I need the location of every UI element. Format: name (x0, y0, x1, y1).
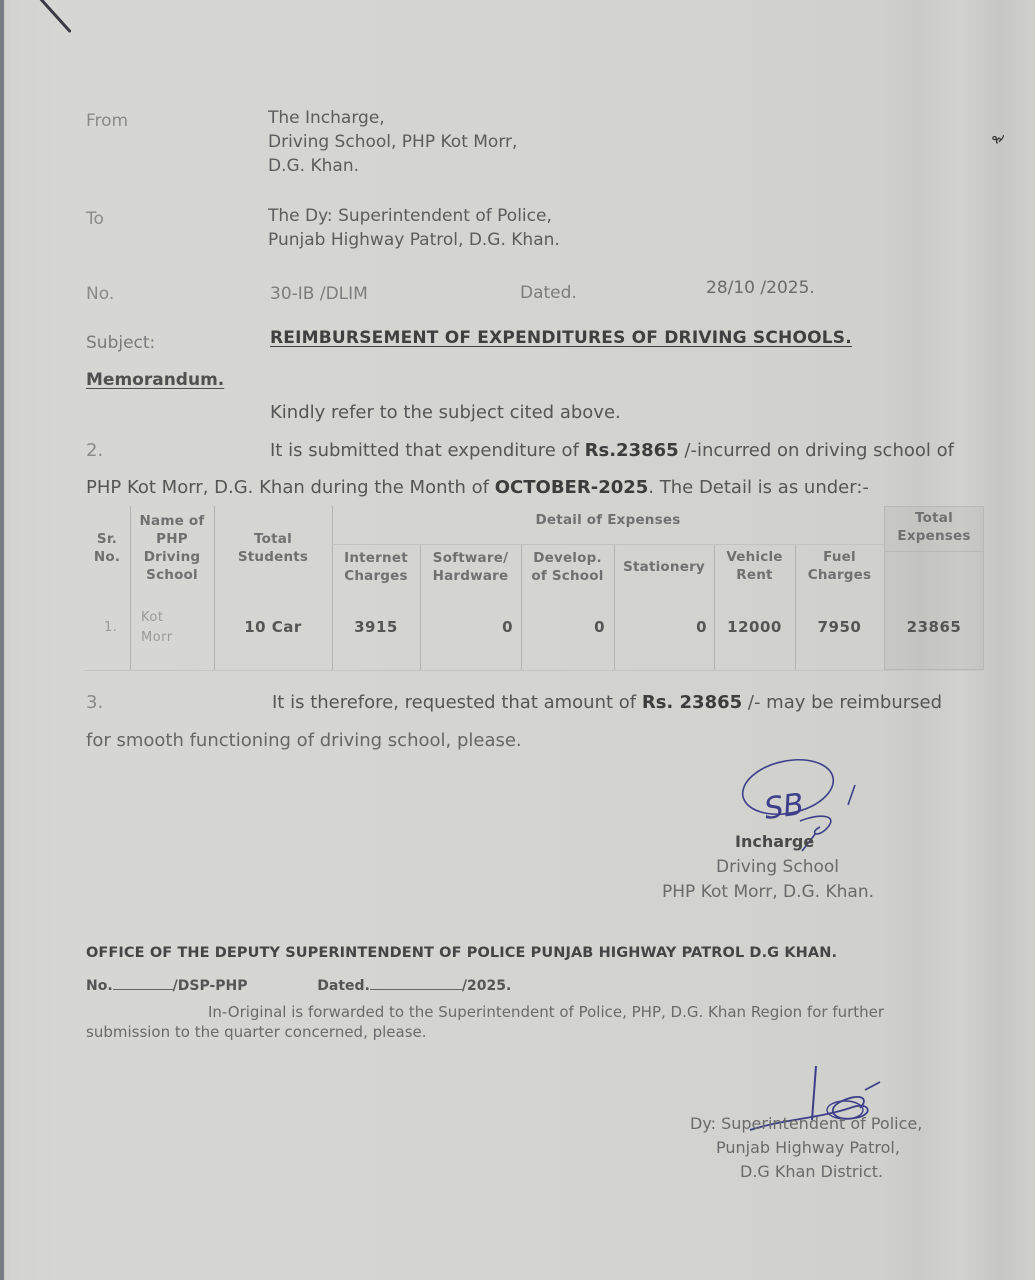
dsp-signatory-line: D.G Khan District. (740, 1162, 884, 1181)
to-line: The Dy: Superintendent of Police, (268, 206, 552, 226)
subject-label: Subject: (86, 333, 156, 353)
header-detail-of-expenses: Detail of Expenses (535, 512, 681, 528)
initials-text: SB (762, 786, 807, 828)
header-text: Name of (139, 513, 205, 529)
cell-total-expenses: 23865 (906, 618, 962, 636)
header-school-name (130, 512, 214, 584)
amount-text: Rs.23865 (584, 440, 679, 461)
text: . The Detail is as under:- (648, 477, 869, 498)
stray-ink-mark: ঀ৵ (991, 131, 1003, 148)
endorsement-number-line (86, 978, 511, 994)
expense-table (84, 506, 984, 670)
header-text: Software/ (432, 550, 509, 566)
header-internet-charges (332, 549, 420, 585)
header-text: Driving (143, 549, 201, 565)
paragraph-1: Kindly refer to the subject cited above. (270, 402, 621, 423)
header-text: Hardware (432, 568, 509, 584)
paragraph-3-number: 3. (86, 692, 104, 713)
text: /-incurred on driving school of (678, 440, 954, 461)
header-text: Fuel (823, 549, 856, 565)
text: It is submitted that expenditure of (270, 440, 585, 461)
header-text: School (146, 567, 198, 583)
header-text: Charges (344, 568, 408, 584)
letter-number: 30-IB /DLIM (270, 284, 368, 304)
text: It is therefore, requested that amount of (272, 692, 642, 713)
from-line: Driving School, PHP Kot Morr, (268, 132, 518, 152)
from-line: The Incharge, (268, 108, 385, 128)
cell-fuel-charges: 7950 (817, 618, 862, 636)
number-label: No. (86, 978, 113, 994)
blank-number-field (113, 989, 173, 990)
paragraph-2-line1 (270, 440, 954, 461)
endorsement-text-line2: submission to the quarter concerned, please. (86, 1023, 427, 1041)
paragraph-2-number: 2. (86, 440, 104, 461)
signatory-line: PHP Kot Morr, D.G. Khan. (662, 882, 875, 902)
header-text: Total (254, 531, 292, 547)
page-edge-shadow (0, 0, 4, 1280)
memorandum-heading: Memorandum. (86, 370, 225, 390)
header-text: PHP (156, 531, 188, 547)
header-software-hardware (420, 549, 521, 585)
text: /- may be reimbursed (742, 692, 943, 713)
from-address (268, 106, 517, 178)
header-text: Develop. (533, 550, 602, 566)
to-address (268, 204, 560, 252)
from-label: From (86, 111, 129, 131)
header-sr-no (84, 530, 130, 566)
header-text: Charges (807, 567, 872, 583)
cell-school-name (141, 608, 173, 648)
dated-label: Dated. (317, 978, 370, 994)
header-develop-of-school (521, 549, 614, 585)
month-text: OCTOBER-2025 (494, 477, 649, 498)
cell-text: Kot (141, 610, 164, 625)
header-stationery: Stationery (623, 559, 705, 575)
number-label: No. (86, 284, 115, 304)
dsp-signatory-line: Dy: Superintendent of Police, (690, 1114, 923, 1133)
cell-vehicle-rent: 12000 (727, 618, 782, 636)
header-text: Vehicle (726, 549, 783, 565)
subject-title: REIMBURSEMENT OF EXPENDITURES OF DRIVING SCHOOLS. (270, 328, 852, 348)
cell-total-students: 10 Car (244, 618, 302, 636)
cell-internet-charges: 3915 (354, 618, 398, 636)
table-divider (884, 551, 984, 552)
header-text: Total (915, 510, 953, 526)
paragraph-2-line2 (86, 477, 869, 498)
blank-date-field (370, 989, 462, 990)
header-text: Students (237, 549, 309, 565)
header-text: Rent (736, 567, 773, 583)
office-heading: OFFICE OF THE DEPUTY SUPERINTENDENT OF POLICE PUNJAB HIGHWAY PATROL D.G KHAN. (86, 945, 838, 961)
letter-date: 28/10 /2025. (706, 278, 815, 298)
header-text: Internet (344, 550, 408, 566)
text: PHP Kot Morr, D.G. Khan during the Month of (86, 477, 495, 498)
paragraph-3-line2: for smooth functioning of driving school, please. (86, 730, 522, 751)
table-divider (84, 670, 984, 671)
cell-develop-of-school: 0 (594, 618, 605, 636)
cell-text: Morr (141, 630, 173, 645)
signatory-title: Incharge (735, 832, 815, 851)
cell-sr-no: 1. (104, 620, 118, 635)
to-line: Punjab Highway Patrol, D.G. Khan. (268, 230, 560, 250)
header-total-students (214, 530, 332, 566)
number-suffix: /DSP-PHP (172, 978, 248, 994)
amount-text: Rs. 23865 (641, 692, 743, 713)
dsp-signatory-line: Punjab Highway Patrol, (716, 1138, 900, 1157)
paragraph-3-line1 (272, 692, 942, 713)
table-divider (332, 506, 333, 670)
header-text: Expenses (897, 528, 971, 544)
table-divider (332, 544, 884, 545)
date-suffix: /2025. (461, 978, 512, 994)
header-vehicle-rent (714, 548, 795, 584)
header-fuel-charges (795, 548, 884, 584)
header-text: No. (93, 549, 121, 565)
to-label: To (86, 209, 104, 229)
cell-stationery: 0 (696, 618, 707, 636)
cell-software-hardware: 0 (502, 618, 513, 636)
header-total-expenses (884, 509, 984, 545)
signatory-line: Driving School (716, 857, 839, 877)
dated-label: Dated. (520, 283, 577, 303)
from-line: D.G. Khan. (268, 156, 359, 176)
header-text: Sr. (96, 531, 118, 547)
header-text: of School (531, 568, 604, 584)
endorsement-text-line1: In-Original is forwarded to the Superintendent of Police, PHP, D.G. Khan Region for further (208, 1003, 885, 1021)
